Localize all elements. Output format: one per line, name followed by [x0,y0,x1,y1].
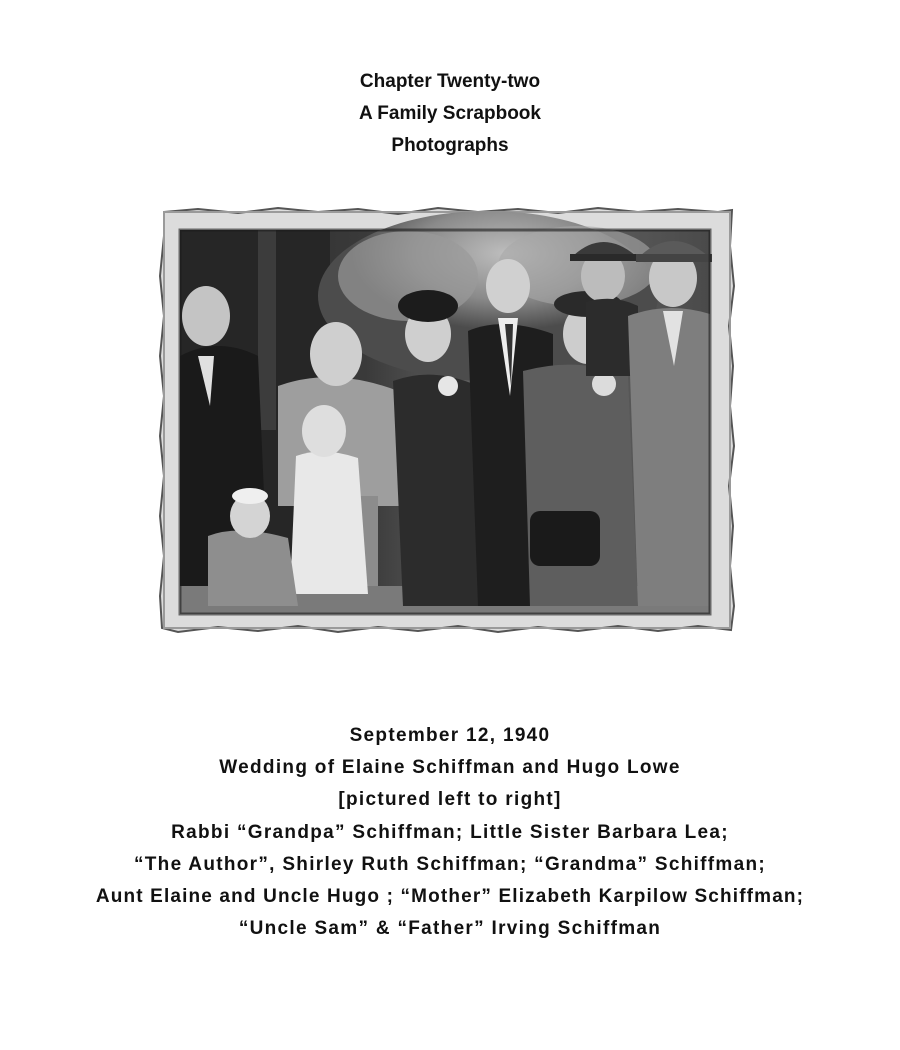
chapter-heading [0,66,900,162]
chapter-subtitle: Photographs [391,135,509,156]
wedding-photo-illustration [158,206,736,634]
photo-image-area [180,211,712,614]
caption-order-note: [pictured left to right] [338,789,562,811]
caption-line: “Uncle Sam” & “Father” Irving Schiffman [238,918,662,940]
scrapbook-photo [158,206,736,634]
caption-line: “The Author”, Shirley Ruth Schiffman; “Grandma” Schiffman; [133,853,767,875]
caption-line: Rabbi “Grandpa” Schiffman; Little Sister Barbara Lea; [171,821,729,843]
caption-event: Wedding of Elaine Schiffman and Hugo Lowe [219,757,681,779]
caption-line: Aunt Elaine and Uncle Hugo ; “Mother” Elizabeth Karpilow Schiffman; [95,886,805,908]
photo-caption [0,720,900,945]
caption-date: September 12, 1940 [349,725,551,746]
chapter-title: A Family Scrapbook [359,103,541,124]
chapter-number: Chapter Twenty-two [359,71,541,92]
